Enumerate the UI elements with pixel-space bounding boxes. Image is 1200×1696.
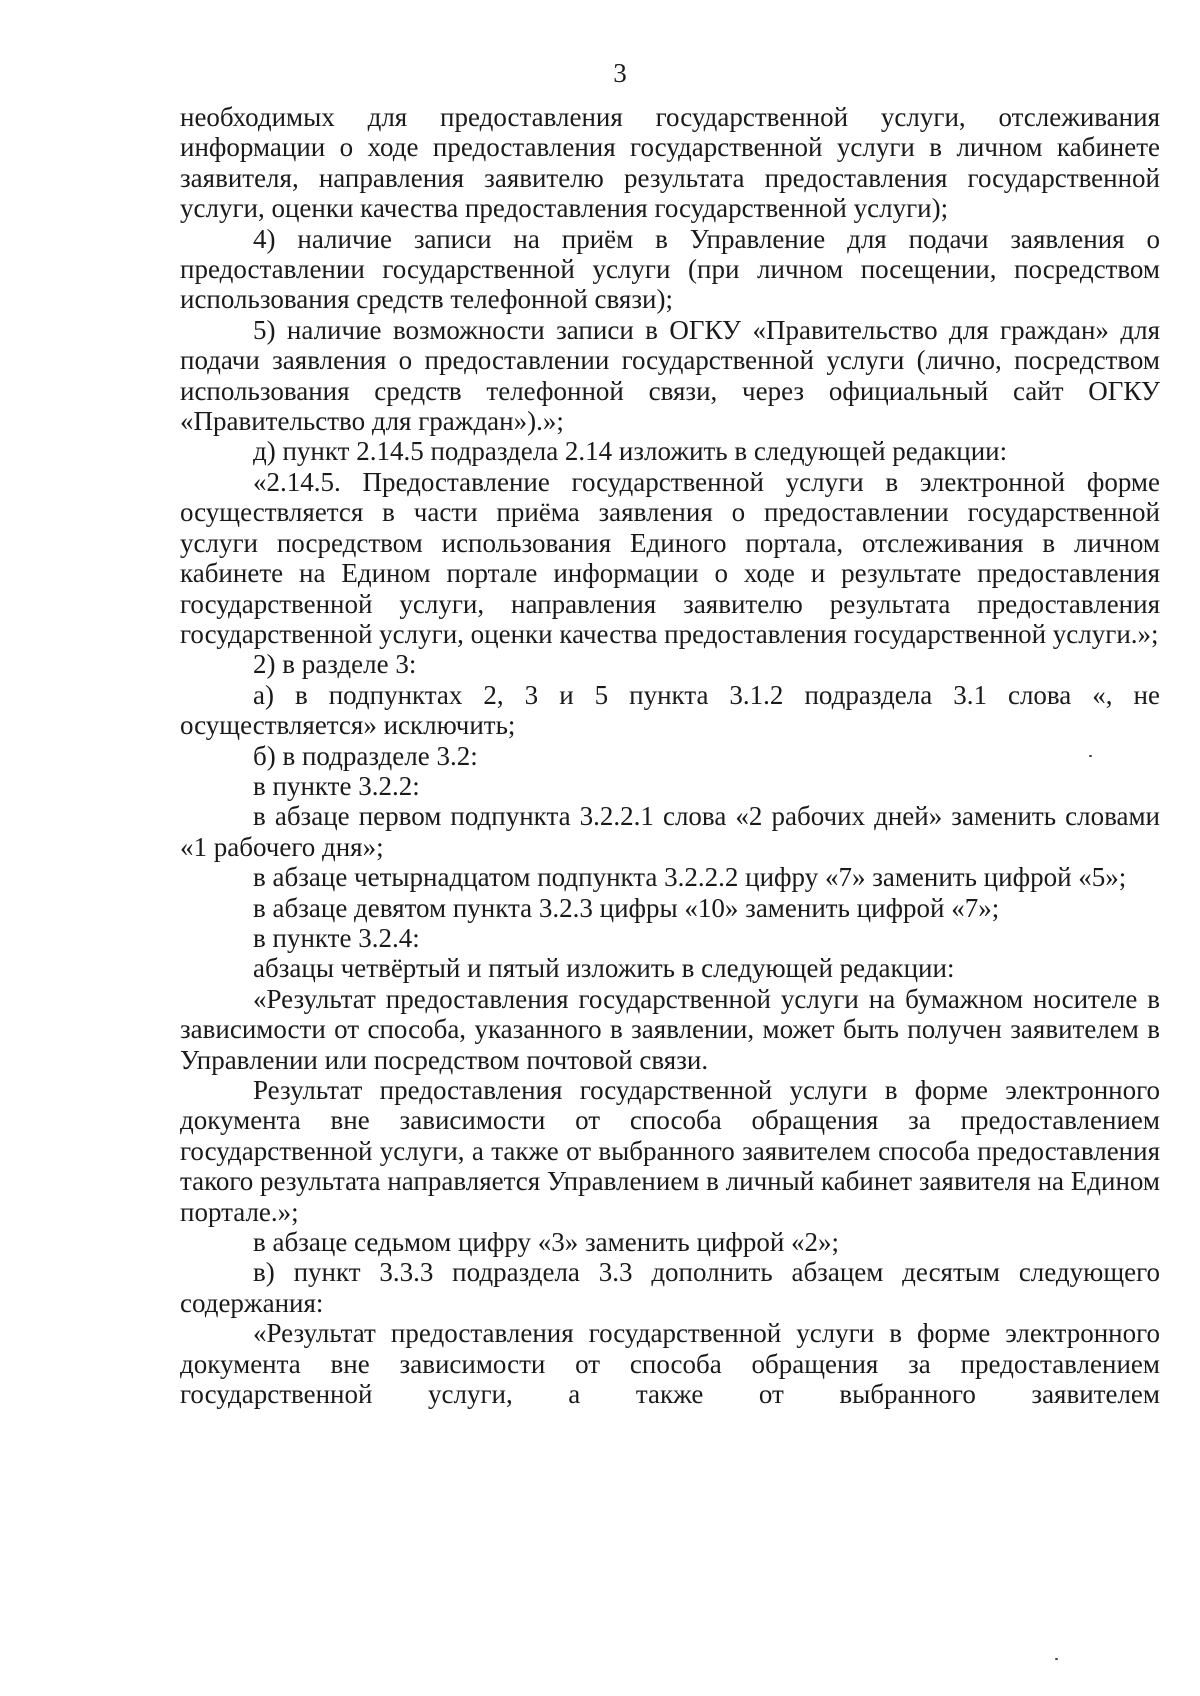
scan-speck (1055, 1658, 1058, 1660)
paragraph-continuation: необходимых для предоставления государственной услуги, отслеживания информации о ходе предоставления государственной услуги в личном кабинете заявителя, направления заявителю результата предоставления государственной услуги, оценки качества предоставления государственной услуги); (180, 102, 1160, 224)
paragraph-point-3-2-2: в пункте 3.2.2: (253, 770, 420, 801)
paragraph-item-b: б) в подразделе 3.2: (253, 740, 478, 771)
paragraph-subpoint-3-2-2-1: в абзаце первом подпункта 3.2.2.1 слова «2 рабочих дней» заменить словами «1 рабочего дня»; (180, 801, 1160, 862)
paragraph-abzacy: абзацы четвёртый и пятый изложить в следующей редакции: (253, 953, 955, 984)
paragraph-item-d: д) пункт 2.14.5 подраздела 2.14 изложить в следующей редакции: (253, 436, 1008, 467)
paragraph-quote-result-paper: «Результат предоставления государственной услуги на бумажном носителе в зависимости от способа, указанного в заявлении, может быть получен заявителем в Управлении или посредством почтовой связи. (180, 983, 1160, 1075)
scan-speck (1089, 755, 1092, 757)
paragraph-item-a: а) в подпунктах 2, 3 и 5 пункта 3.1.2 подраздела 3.1 слова «, не осуществляется» исключить; (180, 679, 1160, 741)
paragraph-point-3-2-3: в абзаце девятом пункта 3.2.3 цифры «10» заменить цифрой «7»; (253, 892, 1000, 923)
paragraph-quote-result-electronic: «Результат предоставления государственной услуги в форме электронного документа вне зависимости от способа обращения за предоставлением государственной услуги, а также от выбранного заявителем (180, 1318, 1160, 1410)
paragraph-item-5: 5) наличие возможности записи в ОГКУ «Правительство для граждан» для подачи заявления о предоставлении государственной услуги (лично, посредством использования средств телефонной связи, через официальный сайт ОГКУ «Правительство для граждан»).»; (180, 314, 1160, 437)
paragraph-item-v: в) пункт 3.3.3 подраздела 3.3 дополнить абзацем десятым следующего содержания: (180, 1257, 1160, 1318)
document-body (180, 102, 1160, 1409)
paragraph-result-electronic: Результат предоставления государственной услуги в форме электронного документа вне зависимости от способа обращения за предоставлением государственной услуги, а также от выбранного заявителем способа предоставления такого результата направляется Управлением в личный кабинет заявителя на Едином портале.»; (180, 1075, 1160, 1227)
paragraph-quote-2-14-5: «2.14.5. Предоставление государственной услуги в электронной форме осуществляется в части приёма заявления о предоставлении государственной услуги посредством использования Единого портала, отслеживания в личном кабинете на Едином портале информации о ходе и результате предоставления государственной услуги, направления заявителю результата предоставления государственной услуги, оценки качества предоставления государственной услуги.»; (180, 466, 1160, 649)
paragraph-item-4: 4) наличие записи на приём в Управление для подачи заявления о предоставлении государственной услуги (при личном посещении, посредством использования средств телефонной связи); (180, 223, 1160, 315)
paragraph-point-3-2-4: в пункте 3.2.4: (253, 922, 420, 953)
paragraph-abzac-sedmoy: в абзаце седьмом цифру «3» заменить цифрой «2»; (253, 1227, 840, 1258)
page-number: 3 (613, 58, 627, 88)
paragraph-section-3: 2) в разделе 3: (253, 649, 417, 680)
paragraph-subpoint-3-2-2-2: в абзаце четырнадцатом подпункта 3.2.2.2 цифру «7» заменить цифрой «5»; (253, 862, 1127, 893)
